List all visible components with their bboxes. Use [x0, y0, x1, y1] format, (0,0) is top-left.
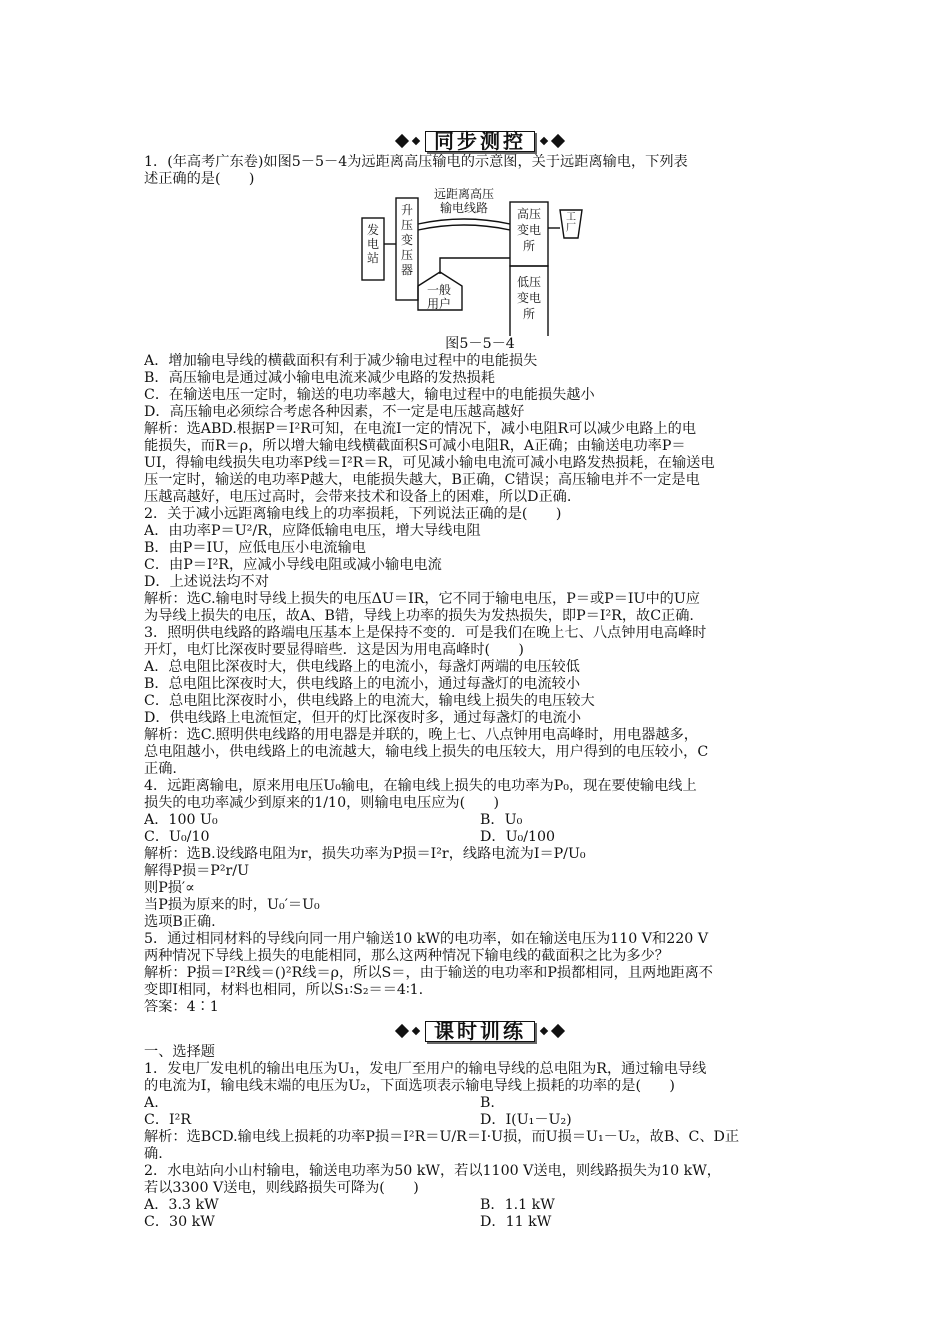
- diagram-label: 升压变压器: [401, 203, 414, 277]
- diamond-icon: [540, 137, 548, 145]
- diagram-label: 一般用户: [427, 283, 452, 311]
- diagram-label: 发电站: [367, 223, 380, 265]
- option-a: A．100 U₀: [144, 812, 218, 828]
- option-line: D．供电线路上电流恒定，但开的灯比深夜时多，通过每盏灯的电流小: [144, 710, 582, 726]
- diagram-label: 工厂: [566, 212, 576, 234]
- option-row: [144, 1112, 816, 1129]
- option-b: B．U₀: [480, 812, 523, 828]
- analysis-line: 解析：P损＝I²R线＝()²R线＝ρ，所以S＝，由于输送的电功率和P损都相同，且两地距离不: [144, 965, 713, 981]
- option-row: [144, 1197, 816, 1214]
- option-b: B.: [480, 1095, 495, 1111]
- question-line: 损失的电功率减少到原来的1/10，则输电电压应为( ): [144, 795, 500, 811]
- option-b: B．1.1 kW: [480, 1197, 555, 1213]
- diamond-icon: [540, 1027, 548, 1035]
- part-heading: 一、选择题: [144, 1044, 215, 1060]
- analysis-line: 解析：选C.照明供电线路的用电器是并联的，晚上七、八点钟用电高峰时，用电器越多，: [144, 727, 698, 743]
- option-d: D．U₀/100: [480, 829, 556, 845]
- analysis-line: 解析：选ABD.根据P＝I²R可知，在电流I一定的情况下，减小电阻R可以减少电路上的电: [144, 421, 697, 437]
- option-line: D．上述说法均不对: [144, 574, 269, 590]
- wire: [440, 258, 510, 274]
- option-line: A．增加输电导线的横截面积有利于减少输电过程中的电能损失: [144, 353, 538, 369]
- analysis-line: 能损失，而R＝ρ，所以增大输电线横截面积S可减小电阻R，A正确；由输送电功率P＝: [144, 438, 686, 454]
- option-line: B．由P＝IU，应低电压小电流输电: [144, 540, 366, 556]
- question-line: 4．远距离输电，原来用电压U₀输电，在输电线上损失的电功率为P₀，现在要使输电线上: [144, 778, 697, 794]
- analysis-line: 压越高越好，电压过高时，会带来技术和设备上的困难，所以D正确.: [144, 489, 572, 505]
- question-line: 若以3300 V送电，则线路损失可降为( ): [144, 1180, 419, 1196]
- diagram-label: 高压变电所: [517, 207, 542, 253]
- analysis-line: 总电阻越小，供电线路上的电流越大，输电线上损失的电压较大，用户得到的电压较小，C: [144, 744, 709, 760]
- figure-caption: 图5－5－4: [445, 336, 515, 352]
- option-row: [144, 812, 816, 829]
- hv-line-1: [418, 219, 510, 224]
- transmission-diagram: [144, 188, 816, 336]
- diamond-icon: [551, 134, 565, 148]
- option-line: B．总电阻比深夜时大，供电线路上的电流小，通过每盏灯的电流较小: [144, 676, 581, 692]
- option-row: [144, 1095, 816, 1112]
- option-line: C．由P＝I²R，应减小导线电阻或减小输电电流: [144, 557, 442, 573]
- option-d: D．11 kW: [480, 1214, 552, 1230]
- option-row: [144, 1214, 816, 1231]
- analysis-line: 解得P损＝P²r/U: [144, 863, 250, 879]
- section-banner-sync: [144, 128, 816, 154]
- section-title: 同步测控: [425, 131, 535, 152]
- analysis-line: 则P损′∝: [144, 880, 195, 896]
- question-line: 3．照明供电线路的路端电压基本上是保持不变的．可是我们在晚上七、八点钟用电高峰时: [144, 625, 707, 641]
- option-line: D．高压输电必须综合考虑各种因素，不一定是电压越高越好: [144, 404, 525, 420]
- diamond-icon: [412, 1027, 420, 1035]
- section-banner-training: [144, 1018, 816, 1044]
- option-a: A.: [144, 1095, 159, 1111]
- analysis-line: 变即I相同，材料也相同，所以S₁∶S₂＝＝4∶1.: [144, 982, 424, 998]
- option-line: A．总电阻比深夜时大，供电线路上的电流小，每盏灯两端的电压较低: [144, 659, 580, 675]
- option-line: B．高压输电是通过减小输电电流来减少电路的发热损耗: [144, 370, 495, 386]
- option-line: C．在输送电压一定时，输送的电功率越大，输电过程中的电能损失越小: [144, 387, 595, 403]
- analysis-line: 为导线上损失的电压，故A、B错，导线上功率的损失为发热损失，即P＝I²R，故C正确.: [144, 608, 694, 624]
- answer-line: 答案：4∶1: [144, 999, 219, 1015]
- diagram-svg: [144, 188, 816, 336]
- hv-line-2: [418, 225, 510, 230]
- option-a: A．3.3 kW: [144, 1197, 219, 1213]
- analysis-line: 确.: [144, 1146, 163, 1162]
- option-d: D．I(U₁－U₂): [480, 1112, 572, 1128]
- diamond-icon: [551, 1024, 565, 1038]
- analysis-line: 当P损为原来的时，U₀′＝U₀: [144, 897, 320, 913]
- question-line: 1．发电厂发电机的输出电压为U₁，发电厂至用户的输电导线的总电阻为R，通过输电导线: [144, 1061, 707, 1077]
- question-line: 2．水电站向小山村输电，输送电功率为50 kW，若以1100 V送电，则线路损失为10 kW，: [144, 1163, 721, 1179]
- diamond-icon: [412, 137, 420, 145]
- question-line: 的电流为I，输电线末端的电压为U₂，下面选项表示输电导线上损耗的功率的是( ): [144, 1078, 675, 1094]
- line-label-2: 输电线路: [440, 201, 489, 215]
- diamond-icon: [395, 1024, 409, 1038]
- question-line: 两种情况下导线上损失的电能相同，那么这两种情况下输电线的截面积之比为多少？: [144, 948, 669, 964]
- option-row: [144, 829, 816, 846]
- analysis-line: 选项B正确.: [144, 914, 216, 930]
- analysis-line: 正确.: [144, 761, 177, 777]
- line-label-1: 远距离高压: [434, 188, 495, 201]
- analysis-line: 解析：选BCD.输电线上损耗的功率P损＝I²R＝U/R＝I·U损，而U损＝U₁－U₂，故B、C、D正: [144, 1129, 740, 1145]
- diamond-icon: [395, 134, 409, 148]
- analysis-line: 压一定时，输送的电功率P越大，电能损失越大，B正确，C错误；高压输电并不一定是电: [144, 472, 700, 488]
- diagram-label: 低压变电所: [517, 275, 542, 321]
- question-line: 1．(年高考广东卷)如图5－5－4为远距离高压输电的示意图，关于远距离输电，下列表: [144, 154, 688, 170]
- analysis-line: 解析：选C.输电时导线上损失的电压ΔU＝IR，它不同于输电电压，P＝或P＝IU中的U应: [144, 591, 700, 607]
- option-c: C．30 kW: [144, 1214, 215, 1230]
- document-page: [144, 126, 816, 1231]
- question-line: 开灯，电灯比深夜时要显得暗些．这是因为用电高峰时( ): [144, 642, 524, 658]
- option-c: C．U₀/10: [144, 829, 210, 845]
- section-title: 课时训练: [425, 1021, 535, 1042]
- question-line: 2．关于减小远距离输电线上的功率损耗，下列说法正确的是( ): [144, 506, 562, 522]
- option-c: C．I²R: [144, 1112, 192, 1128]
- analysis-line: 解析：选B.设线路电阻为r，损失功率为P损＝I²r，线路电流为I＝P/U₀: [144, 846, 586, 862]
- question-line: 述正确的是( ): [144, 171, 255, 187]
- question-line: 5．通过相同材料的导线向同一用户输送10 kW的电功率，如在输送电压为110 V和220 V: [144, 931, 709, 947]
- analysis-line: UI，得输电线损失电功率P线＝I²R＝R，可见减小输电电流可减小电路发热损耗，在输送电: [144, 455, 715, 471]
- option-line: A．由功率P＝U²/R，应降低输电电压，增大导线电阻: [144, 523, 481, 539]
- option-line: C．总电阻比深夜时小，供电线路上的电流大，输电线上损失的电压较大: [144, 693, 595, 709]
